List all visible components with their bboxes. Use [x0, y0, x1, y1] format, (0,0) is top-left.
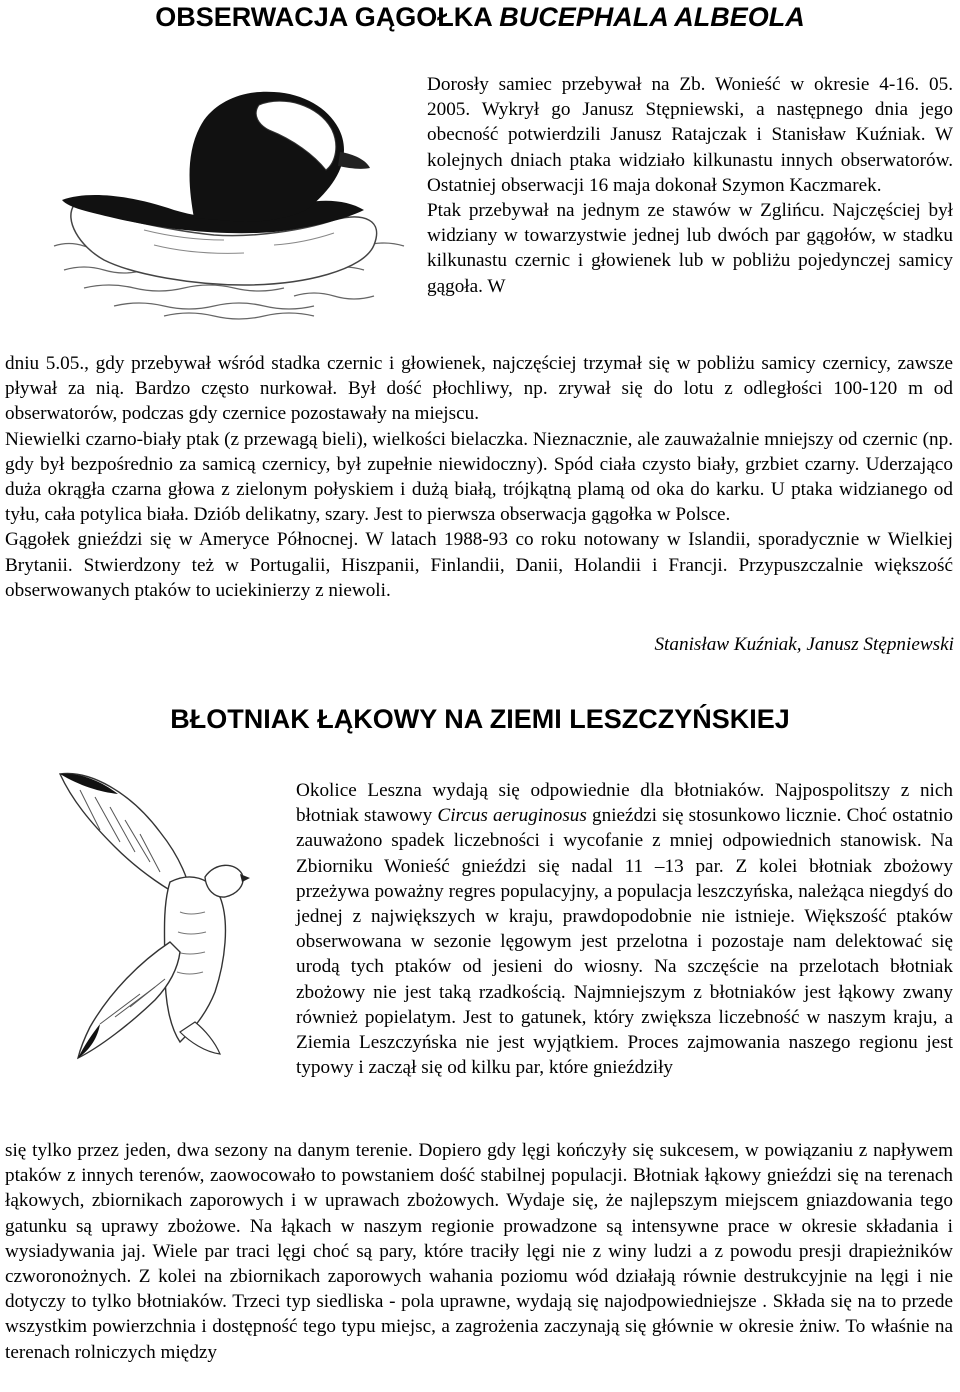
article2-paragraph-1 [296, 778, 953, 1080]
article1-paragraph-2: Ptak przebywał na jednym ze stawów w Zglińcu. Najczęściej był widziany w towarzystwie jednej lub dwóch par gągołów, w stadku kilkunastu czernic i głowienek lub w pobliżu pojedynczej samicy gągoła. W [427, 200, 953, 297]
article2-title: BŁOTNIAK ŁĄKOWY NA ZIEMI LESZCZYŃSKIEJ [170, 704, 790, 734]
article1-right-column [427, 72, 953, 299]
article2-paragraph-2: się tylko przez jeden, dwa sezony na danym terenie. Dopiero gdy lęgi kończyły się sukcesem, w powiązaniu z napływem ptaków z innych terenów, zaowocowało to powstaniem dość stabilnej populacji. Błotniak łąkowy gnieździ się na terenach łąkowych, zbiornikach zaporowych i w uprawach zbożowych. Wydaje się, że najlepszym miejscem gniazdowania tego gatunku są uprawy zbożowe. Na łąkach w naszym regionie prowadzone są intensywne prace w okresie składania i wysiadywania jaj. Wiele par traci lęgi choć są pary, które traciły lęgi nie z winy ludzi a z powodu presji drapieżników czworonożnych. Z kolei na zbiornikach zaporowych wahania poziomu wód działają równie destrukcyjnie na lęgi i nie dotyczy to tylko błotniaków. Trzeci typ siedliska - pola uprawne, wydają się najodpowiedniejsze . Składa się na to przede wszystkim powierzchnia i dostępność tego typu miejsc, a zagrożenia zaczynają się głównie w okresie żniw. To właśnie na terenach rolniczych między [5, 1140, 953, 1363]
article1-full-width [5, 351, 953, 603]
article2-full-width [5, 1138, 953, 1365]
bufflehead-drawing-icon [44, 70, 414, 322]
article1-paragraph-3: dniu 5.05., gdy przebywał wśród stadka czernic i głowienek, najczęściej trzymał się w pobliżu samicy czernicy, zawsze pływał za nią. Bardzo często nurkował. Był dość płochliwy, np. zrywał się do lotu z odległości 100-120 m od obserwatorów, podczas gdy czernice pozostawały na miejscu. [5, 353, 953, 425]
article1-paragraph-1: Dorosły samiec przebywał na Zb. Wonieść w okresie 4-16. 05. 2005. Wykrył go Janusz Stępniewski, a następnego dnia jego obecność potwierdzili Janusz Ratajczak i Stanisław Kuźniak. W kolejnych dniach ptaka widziało kilkunastu innych obserwatorów. Ostatniej obserwacji 16 maja dokonał Szymon Kaczmarek. [427, 74, 953, 196]
article1-signature: Stanisław Kuźniak, Janusz Stępniewski [654, 634, 954, 655]
article1-title-italic: BUCEPHALA ALBEOLA [499, 2, 805, 32]
article2-text-a: Okolice Leszna wydają się odpowiednie dla błotniaków. Najpospolitszy z nich błotniak stawowy [296, 780, 953, 827]
article1-title-plain: OBSERWACJA GĄGOŁKA [155, 2, 500, 32]
harrier-drawing-icon [20, 762, 280, 1062]
species-name: Circus aeruginosus [437, 805, 587, 827]
article1-title [0, 2, 960, 33]
article1-paragraph-5: Gągołek gnieździ się w Ameryce Północnej. W latach 1988-93 co roku notowany w Islandii, sporadycznie w Wielkiej Brytanii. Stwierdzony też w Portugalii, Hiszpanii, Finlandii, Danii, Holandii i Francji. Przypuszczalnie większość obserwowanych ptaków to uciekinierzy z niewoli. [5, 529, 953, 601]
article2-right-column [296, 778, 953, 1080]
article1-paragraph-4: Niewielki czarno-biały ptak (z przewagą bieli), wielkości bielaczka. Nieznacznie, ale zauważalnie mniejszy od czernic (np. gdy był bezpośrednio za samicą czernicy, był zupełnie niewidoczny). Spód ciała czysto biały, grzbiet czarny. Uderzająco duża okrągła czarna głowa z zielonym połyskiem i dużą białą, trójkątną plamą od oka do karku. U ptaka widzianego od tyłu, cała potylica biała. Dziób delikatny, szary. Jest to pierwsza obserwacja gągołka w Polsce. [5, 428, 953, 526]
article2-text-b: gnieździ się stosunkowo licznie. Choć ostatnio zauważono spadek liczebności i wycofanie z mniej odpowiednich stanowisk. Na Zbiorniku Wonieść gnieździ się nadal 11 –13 par. Z kolei błotniak zbożowy przeżywa poważny regres populacyjny, a populacja leszczyńska, należąca niegdyś do jednej z największych w kraju, prawdopodobnie nie istnieje. Większość ptaków obserwowana w sezonie lęgowym jest przelotna i pozostaje nam delektować się urodą tych ptaków od jesieni do wiosny. Na szczęście na przelotach błotniak zbożowy nie jest taką rzadkością. Najmniejszym z błotniaków jest łąkowy zwany również popielatym. Jest to gatunek, który zwiększa liczebność w naszym kraju, a Ziemia Leszczyńska nie jest wyjątkiem. Proces zajmowania naszego regionu jest typowy i zaczął się od kilku par, które gnieździły [296, 805, 953, 1079]
